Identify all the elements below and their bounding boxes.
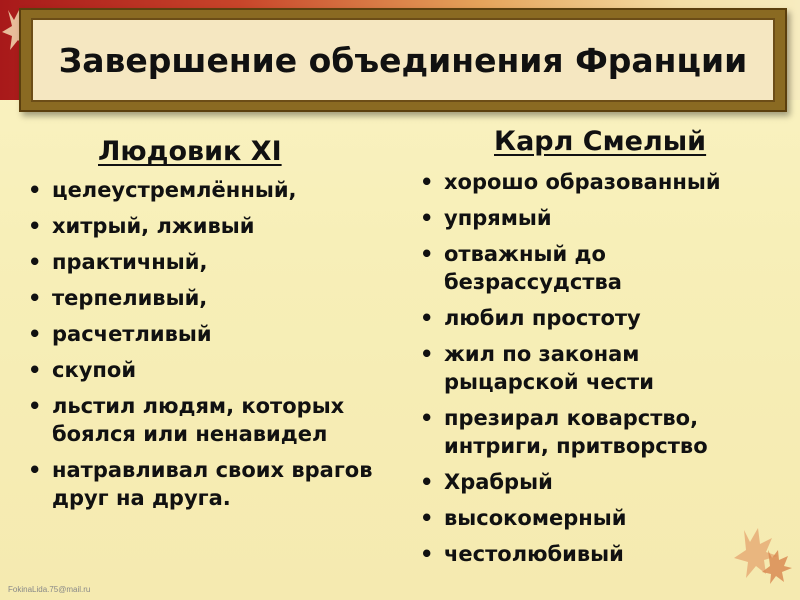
left-list xyxy=(26,176,386,520)
left-list-item: • расчетливый xyxy=(26,320,386,348)
title-frame xyxy=(19,8,787,112)
left-list-item: • скупой xyxy=(26,356,386,384)
slide-title: Завершение объединения Франции xyxy=(58,40,748,80)
left-column-heading: Людовик XI xyxy=(98,136,282,167)
right-list-item: • упрямый xyxy=(418,204,758,232)
right-list-item: • отважный до безрассудства xyxy=(418,240,758,296)
right-column-heading: Карл Смелый xyxy=(494,126,707,157)
left-list-item: • практичный, xyxy=(26,248,386,276)
left-list-item: • целеустремлённый, xyxy=(26,176,386,204)
left-list-item: • натравливал своих врагов друг на друга. xyxy=(26,456,386,512)
left-list-item: • терпеливый, xyxy=(26,284,386,312)
right-list xyxy=(418,168,758,576)
title-panel xyxy=(31,18,775,102)
right-list-item: • жил по законам рыцарской чести xyxy=(418,340,758,396)
right-list-item: • презирал коварство, интриги, притворство xyxy=(418,404,758,460)
right-list-item: • честолюбивый xyxy=(418,540,758,568)
autumn-leaves-icon xyxy=(714,520,794,590)
left-list-item: • хитрый, лживый xyxy=(26,212,386,240)
right-list-item: • любил простоту xyxy=(418,304,758,332)
footer-email: FokinaLida.75@mail.ru xyxy=(8,585,91,594)
right-list-item: • высокомерный xyxy=(418,504,758,532)
right-list-item: • хорошо образованный xyxy=(418,168,758,196)
right-list-item: • Храбрый xyxy=(418,468,758,496)
left-list-item: • льстил людям, которых боялся или ненавидел xyxy=(26,392,386,448)
